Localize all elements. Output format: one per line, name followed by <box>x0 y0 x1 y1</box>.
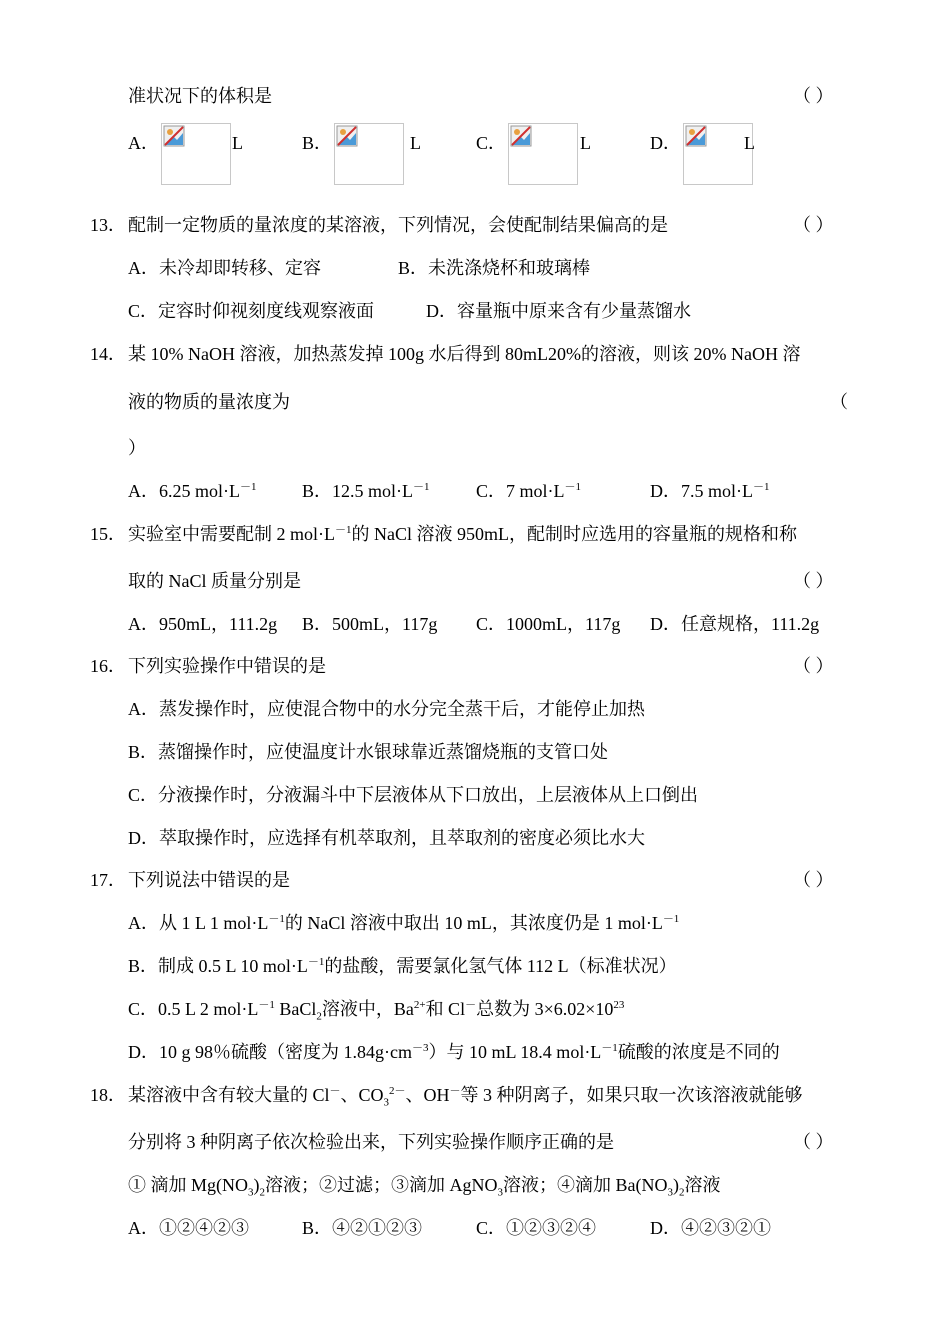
q18-stem-line1 <box>128 1083 803 1107</box>
q15-stem-line1-a: 实验室中需要配制 2 mol·L <box>128 524 335 544</box>
q18-option-b: B．④②①②③ <box>302 1218 423 1238</box>
q16-option-c: C．分液操作时，分液漏斗中下层液体从下口放出，上层液体从上口倒出 <box>128 785 699 805</box>
q16-answer-paren: （ ） <box>793 656 834 676</box>
q12-option-d-image <box>683 123 753 185</box>
q18-line1-part2: 、CO <box>340 1085 384 1105</box>
q12-option-c-unit: L <box>580 133 591 153</box>
q14-number: 14． <box>90 344 126 364</box>
q18-step-sub4: 3 <box>667 1186 673 1199</box>
q18-step-sub2: 2 <box>259 1186 265 1199</box>
q18-step-part2: 溶液；②过滤；③滴加 AgNO <box>265 1175 498 1195</box>
q18-option-a: A．①②④②③ <box>128 1218 249 1238</box>
q15-option-b: B．500mL，117g <box>302 614 438 634</box>
q18-option-d: D．④②③②① <box>650 1218 771 1238</box>
q16-stem: 下列实验操作中错误的是 <box>128 656 326 676</box>
q14-option-c-exp: －1 <box>564 481 581 493</box>
q13-stem: 配制一定物质的量浓度的某溶液，下列情况，会使配制结果偏高的是 <box>128 215 668 235</box>
q18-step-paren1: ) <box>253 1175 260 1195</box>
broken-image-icon <box>685 125 707 147</box>
q17-a-part2: 的 NaCl 溶液中取出 10 mL，其浓度仍是 1 mol·L <box>284 913 663 933</box>
q12-option-d-label: D． <box>650 133 681 153</box>
q17-a-exp2: －1 <box>662 913 680 925</box>
q15-stem-line2: 取的 NaCl 质量分别是 <box>128 571 301 591</box>
q14-option-d <box>650 479 770 503</box>
q17-answer-paren: （ ） <box>793 870 834 890</box>
q14-option-d-text: D．7.5 mol·L <box>650 481 753 501</box>
q13-option-d: D．容量瓶中原来含有少量蒸馏水 <box>426 301 691 321</box>
q17-c-part3: 溶液中，Ba <box>321 999 414 1019</box>
q18-line1-part3: 、OH <box>405 1085 450 1105</box>
q18-line1-exp3: － <box>449 1085 461 1097</box>
q15-answer-paren: （ ） <box>793 571 834 591</box>
q12-option-a-label: A． <box>128 133 159 153</box>
q18-step-sub3: 3 <box>497 1186 503 1199</box>
q17-option-c <box>128 997 624 1021</box>
q17-option-a <box>128 911 679 935</box>
q17-c-part2: BaCl <box>274 999 317 1019</box>
q18-line1-exp2: 2－ <box>389 1085 406 1097</box>
q18-step-part4: 溶液 <box>684 1175 721 1195</box>
q18-option-c: C．①②③②④ <box>476 1218 597 1238</box>
q17-c-exp4: 23 <box>613 999 625 1011</box>
q18-stem-line2: 分别将 3 种阴离子依次检验出来，下列实验操作顺序正确的是 <box>128 1132 614 1152</box>
q14-option-a-exp: －1 <box>240 481 257 493</box>
q17-b-part1: B．制成 0.5 L 10 mol·L <box>128 956 308 976</box>
broken-image-icon <box>163 125 185 147</box>
q12-answer-paren: （ ） <box>793 86 834 106</box>
q15-stem-line1-b: 的 NaCl 溶液 950mL，配制时应选用的容量瓶的规格和称 <box>351 524 797 544</box>
q15-option-a: A．950mL，111.2g <box>128 614 278 634</box>
q14-option-b <box>302 479 430 503</box>
q12-option-c-label: C． <box>476 133 507 153</box>
q15-stem-exp: －1 <box>335 524 352 536</box>
q17-option-d <box>128 1040 780 1064</box>
q16-option-d: D．萃取操作时，应选择有机萃取剂，且萃取剂的密度必须比水大 <box>128 828 645 848</box>
q16-number: 16． <box>90 656 126 676</box>
q13-option-c: C．定容时仰视刻度线观察液面 <box>128 301 375 321</box>
q13-number: 13． <box>90 215 126 235</box>
q15-option-d: D．任意规格，111.2g <box>650 614 820 634</box>
q18-answer-paren: （ ） <box>793 1132 834 1152</box>
q12-option-a-image <box>161 123 231 185</box>
q14-stem-line2: 液的物质的量浓度为 <box>128 392 290 412</box>
q17-stem: 下列说法中错误的是 <box>128 870 290 890</box>
q12-option-b-image <box>334 123 404 185</box>
q17-c-part4: 和 Cl <box>425 999 466 1019</box>
q13-option-a: A．未冷却即转移、定容 <box>128 258 321 278</box>
q17-c-sub: 2 <box>316 1010 322 1023</box>
q16-option-b: B．蒸馏操作时，应使温度计水银球靠近蒸馏烧瓶的支管口处 <box>128 742 609 762</box>
q12-stem-line: 准状况下的体积是 <box>128 86 272 106</box>
q14-paren-open: （ <box>830 392 848 412</box>
q12-option-b-unit: L <box>410 133 421 153</box>
q14-option-d-exp: －1 <box>753 481 770 493</box>
q13-option-b: B．未洗涤烧杯和玻璃棒 <box>398 258 591 278</box>
q17-a-part1: A．从 1 L 1 mol·L <box>128 913 269 933</box>
q15-number: 15． <box>90 524 126 544</box>
q17-d-part3: 硫酸的浓度是不同的 <box>617 1042 780 1062</box>
q14-stem-line1: 某 10% NaOH 溶液，加热蒸发掉 100g 水后得到 80mL20%的溶液，则该 20% NaOH 溶 <box>128 344 801 364</box>
q17-b-part2: 的盐酸，需要氯化氢气体 112 L（标准状况） <box>324 956 677 976</box>
q18-step-sub5: 2 <box>679 1186 685 1199</box>
q17-c-exp1: －1 <box>258 999 275 1011</box>
q17-d-part1: D．10 g 98％硫酸（密度为 1.84g·cm <box>128 1042 412 1062</box>
q18-step-sub1: 3 <box>248 1186 254 1199</box>
q18-steps <box>128 1173 721 1197</box>
q15-option-c: C．1000mL，117g <box>476 614 621 634</box>
q14-option-a-text: A．6.25 mol·L <box>128 481 240 501</box>
q18-step-paren2: ) <box>673 1175 679 1195</box>
q12-option-d-unit: L <box>744 133 755 153</box>
q12-option-a-unit: L <box>232 133 243 153</box>
q18-step-part3: 溶液；④滴加 Ba(NO <box>503 1175 668 1195</box>
q14-option-c <box>476 479 581 503</box>
q14-paren-close: ） <box>128 438 146 458</box>
q14-option-b-exp: －1 <box>413 481 430 493</box>
q17-number: 17． <box>90 870 126 890</box>
q17-option-b <box>128 954 677 978</box>
q18-line1-part4: 等 3 种阴离子，如果只取一次该溶液就能够 <box>460 1085 803 1105</box>
q17-a-exp1: －1 <box>268 913 285 925</box>
q17-c-exp2: 2+ <box>413 999 426 1011</box>
broken-image-icon <box>510 125 532 147</box>
q17-d-exp2: －1 <box>601 1042 618 1054</box>
q17-d-exp1: －3 <box>411 1042 429 1054</box>
q14-option-a <box>128 479 257 503</box>
q14-option-c-text: C．7 mol·L <box>476 481 565 501</box>
q15-stem-line1 <box>128 522 797 546</box>
q18-step-part1: ① 滴加 Mg(NO <box>128 1175 248 1195</box>
q17-d-part2: ）与 10 mL 18.4 mol·L <box>428 1042 602 1062</box>
q17-c-part1: C．0.5 L 2 mol·L <box>128 999 259 1019</box>
q16-option-a: A．蒸发操作时，应使混合物中的水分完全蒸干后，才能停止加热 <box>128 699 645 719</box>
broken-image-icon <box>336 125 358 147</box>
q18-line1-sub: 3 <box>383 1096 390 1109</box>
q17-c-part5: 总数为 3×6.02×10 <box>476 999 614 1019</box>
q18-number: 18． <box>90 1085 126 1105</box>
q17-b-exp: －1 <box>307 956 325 968</box>
q12-option-b-label: B． <box>302 133 333 153</box>
q14-option-b-text: B．12.5 mol·L <box>302 481 413 501</box>
q12-option-c-image <box>508 123 578 185</box>
q18-line1-exp1: － <box>329 1085 341 1097</box>
q17-c-exp3: － <box>465 999 477 1011</box>
q18-line1-part1: 某溶液中含有较大量的 Cl <box>128 1085 330 1105</box>
q13-answer-paren: （ ） <box>793 215 834 235</box>
